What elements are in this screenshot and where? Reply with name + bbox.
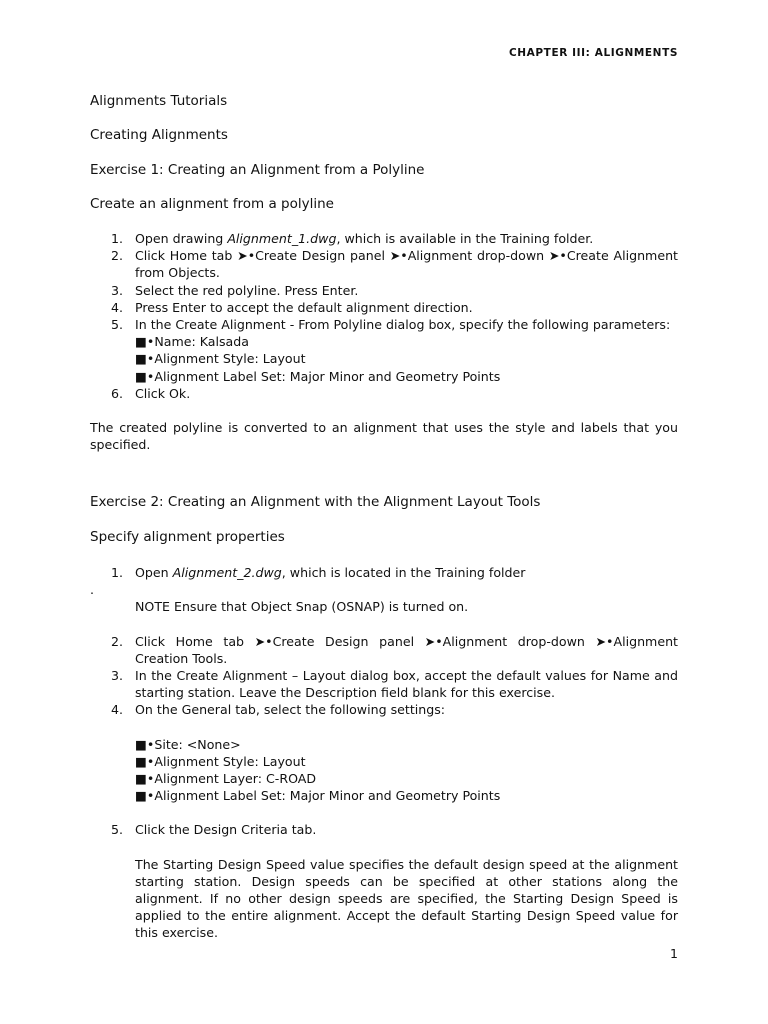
file-name: Alignment_1.dwg <box>227 231 337 246</box>
step-text: Click Ok. <box>135 385 191 401</box>
list-item <box>90 316 678 333</box>
step-text: Open <box>135 565 173 580</box>
step-number: 2. <box>111 633 124 649</box>
list-item <box>90 385 678 402</box>
list-item <box>90 299 678 316</box>
heading-tutorials: Alignments Tutorials <box>90 93 228 109</box>
parameter-item: ■•Alignment Label Set: Major Minor and Geometry Points <box>135 368 501 384</box>
speed-paragraph: The Starting Design Speed value specifies the default design speed at the alignment starting station. Design speeds can be specified at other stations along the alignment. If no other design speeds are specified, the Starting Design Speed is applied to the entire alignment. Accept the default Starting Design Speed value for this exercise. <box>135 856 678 941</box>
step-number: 6. <box>111 385 124 401</box>
heading-exercise-1-sub: Create an alignment from a polyline <box>90 196 334 212</box>
setting-item: ■•Alignment Label Set: Major Minor and Geometry Points <box>135 788 501 804</box>
setting-item: ■•Alignment Style: Layout <box>135 753 306 769</box>
step-number: 3. <box>111 282 124 298</box>
list-item <box>90 667 678 701</box>
parameter-item: ■•Alignment Style: Layout <box>135 351 306 367</box>
heading-exercise-1: Exercise 1: Creating an Alignment from a Polyline <box>90 162 425 178</box>
step-text: Click Home tab ➤•Create Design panel ➤•Alignment drop-down ➤•Create Alignment from Objects. <box>135 248 678 281</box>
step-number: 1. <box>111 231 124 246</box>
parameter-item: ■•Name: Kalsada <box>135 334 249 350</box>
step-number: 2. <box>111 248 124 264</box>
exercise-2-steps <box>90 564 678 942</box>
list-item <box>90 282 678 299</box>
step-number: 5. <box>111 317 124 333</box>
list-item <box>90 247 678 281</box>
heading-exercise-2: Exercise 2: Creating an Alignment with the Alignment Layout Tools <box>90 494 541 510</box>
step-text: Click Home tab ➤•Create Design panel ➤•Alignment drop-down ➤•Alignment Creation Tools. <box>135 633 678 666</box>
heading-creating: Creating Alignments <box>90 127 228 143</box>
step-text: In the Create Alignment - From Polyline dialog box, specify the following parameters: <box>135 317 671 333</box>
page-number: 1 <box>670 946 678 961</box>
list-item <box>90 821 678 838</box>
step-text: Press Enter to accept the default alignment direction. <box>135 299 473 315</box>
step-number: 1. <box>111 565 124 580</box>
chapter-header: CHAPTER III: ALIGNMENTS <box>508 47 678 59</box>
setting-item: ■•Site: <None> <box>135 736 241 752</box>
step-number: 4. <box>111 702 124 718</box>
result-paragraph: The created polyline is converted to an alignment that uses the style and labels that you specified. <box>90 420 678 453</box>
step-text: On the General tab, select the following settings: <box>135 702 446 718</box>
step-text: Select the red polyline. Press Enter. <box>135 282 359 298</box>
note-text: NOTE Ensure that Object Snap (OSNAP) is turned on. <box>135 599 469 615</box>
list-item <box>90 230 678 247</box>
heading-exercise-2-sub: Specify alignment properties <box>90 529 285 545</box>
exercise-1-steps <box>90 230 678 453</box>
step-text: In the Create Alignment – Layout dialog box, accept the default values for Name and starting station. Leave the Description field blank for this exercise. <box>135 668 678 701</box>
step-text: Open drawing <box>135 231 228 246</box>
list-item <box>90 564 678 581</box>
step-number: 3. <box>111 668 124 684</box>
setting-item: ■•Alignment Layer: C-ROAD <box>135 771 317 787</box>
step-text: Click the Design Criteria tab. <box>135 822 317 838</box>
step-number: 4. <box>111 299 124 315</box>
file-name: Alignment_2.dwg <box>172 565 282 580</box>
step-text: , which is available in the Training folder. <box>336 231 594 246</box>
step-text: , which is located in the Training folder <box>281 565 526 580</box>
stray-period: . <box>90 582 95 598</box>
list-item <box>90 701 678 718</box>
step-number: 5. <box>111 822 124 838</box>
list-item <box>90 633 678 667</box>
